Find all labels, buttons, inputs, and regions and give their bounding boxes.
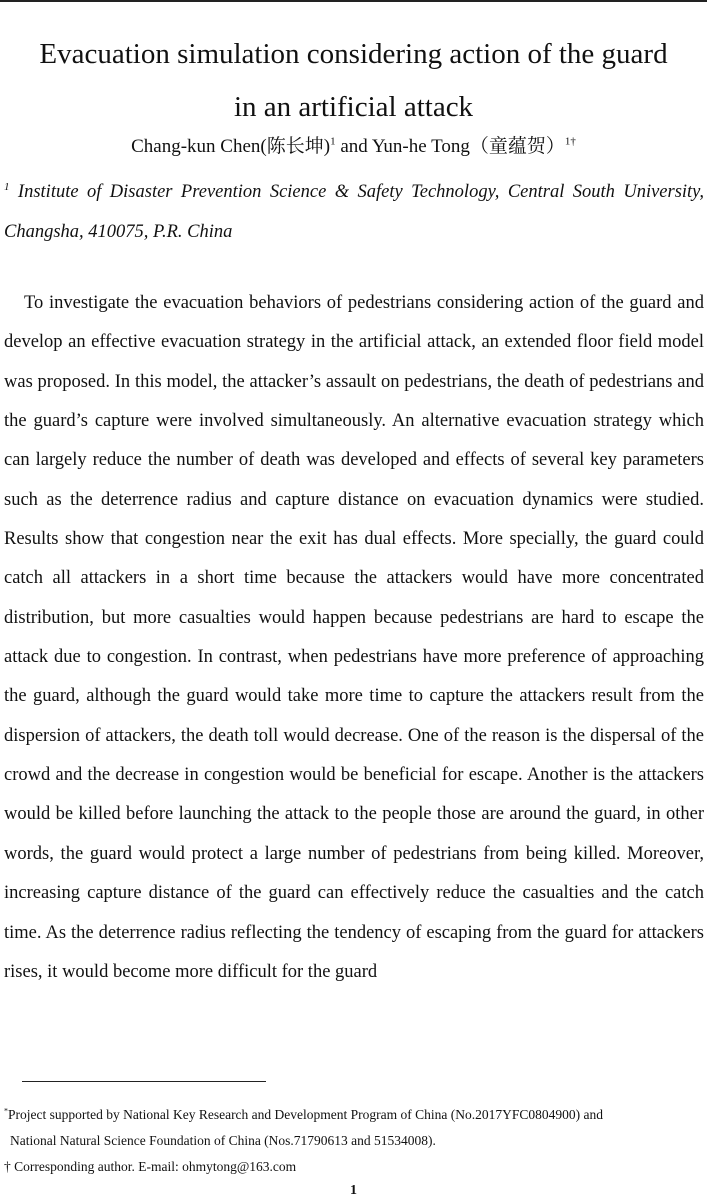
title-line-1: Evacuation simulation considering action of the guard	[39, 38, 668, 70]
footnote-funding-continued	[4, 1128, 704, 1154]
abstract-paragraph: To investigate the evacuation behaviors of pedestrians considering action of the guard and develop an effective evacuation strategy in the artificial attack, an extended floor field model was proposed. In this model, the attacker’s assault on pedestrians, the death of pedestrians and the guard’s capture were involved simultaneously. An alternative evacuation strategy which can largely reduce the number of death was developed and effects of several key parameters such as the deterrence radius and capture distance on evacuation dynamics were studied. Results show that congestion near the exit has dual effects. More specially, the guard could catch all attackers in a short time because the attackers would have more concentrated distribution, but more casualties would happen because pedestrians are hard to escape the attack due to congestion. In contrast, when pedestrians have more preference of approaching the guard, although the guard would take more time to capture the attackers result from the dispersion of attackers, the death toll would decrease. One of the reason is the dispersal of the crowd and the decrease in congestion would be beneficial for escape. Another is the attackers would be killed before launching the attack to the people those are around the guard, in other words, the guard would protect a large number of pedestrians from being killed. Moreover, increasing capture distance of the guard can effectively reduce the casualties and the catch time. As the deterrence radius reflecting the tendency of escaping from the guard for attackers rises, it would become more difficult for the guard	[4, 293, 704, 982]
author-2-name: Yun-he Tong（童蕴贺）	[371, 136, 565, 157]
footnote-funding	[4, 1102, 704, 1128]
paper-title	[0, 28, 707, 134]
author-line	[0, 134, 707, 160]
author-1-name: Chang-kun Chen(陈长坤)	[131, 136, 331, 157]
footnote-funding-line-2: National Natural Science Foundation of China (Nos.71790613 and 51534008).	[10, 1133, 436, 1148]
author-1-affiliation-mark: 1	[330, 135, 336, 148]
affiliation-text: Institute of Disaster Prevention Science & Safety Technology, Central South University, Changsha, 410075, P.R. China	[4, 182, 704, 242]
footnote-corresponding-mark: †	[4, 1159, 11, 1174]
author-2-affiliation-mark: 1†	[564, 135, 576, 148]
footnotes	[4, 1102, 704, 1180]
footnote-corresponding	[4, 1154, 704, 1180]
title-line-2: in an artificial attack	[233, 91, 474, 123]
author-joiner: and	[335, 136, 372, 157]
affiliation-mark: 1	[4, 180, 10, 193]
footnote-funding-line-1: Project supported by National Key Research and Development Program of China (No.2017YFC0804900) and	[8, 1107, 604, 1122]
page-number: 1	[350, 1183, 357, 1198]
footnote-rule	[22, 1081, 266, 1082]
top-rule	[0, 0, 707, 2]
footnote-corresponding-text: Corresponding author. E-mail: ohmytong@163.com	[10, 1159, 297, 1174]
footnote-funding-mark: *	[4, 1106, 8, 1116]
affiliation	[4, 172, 704, 252]
